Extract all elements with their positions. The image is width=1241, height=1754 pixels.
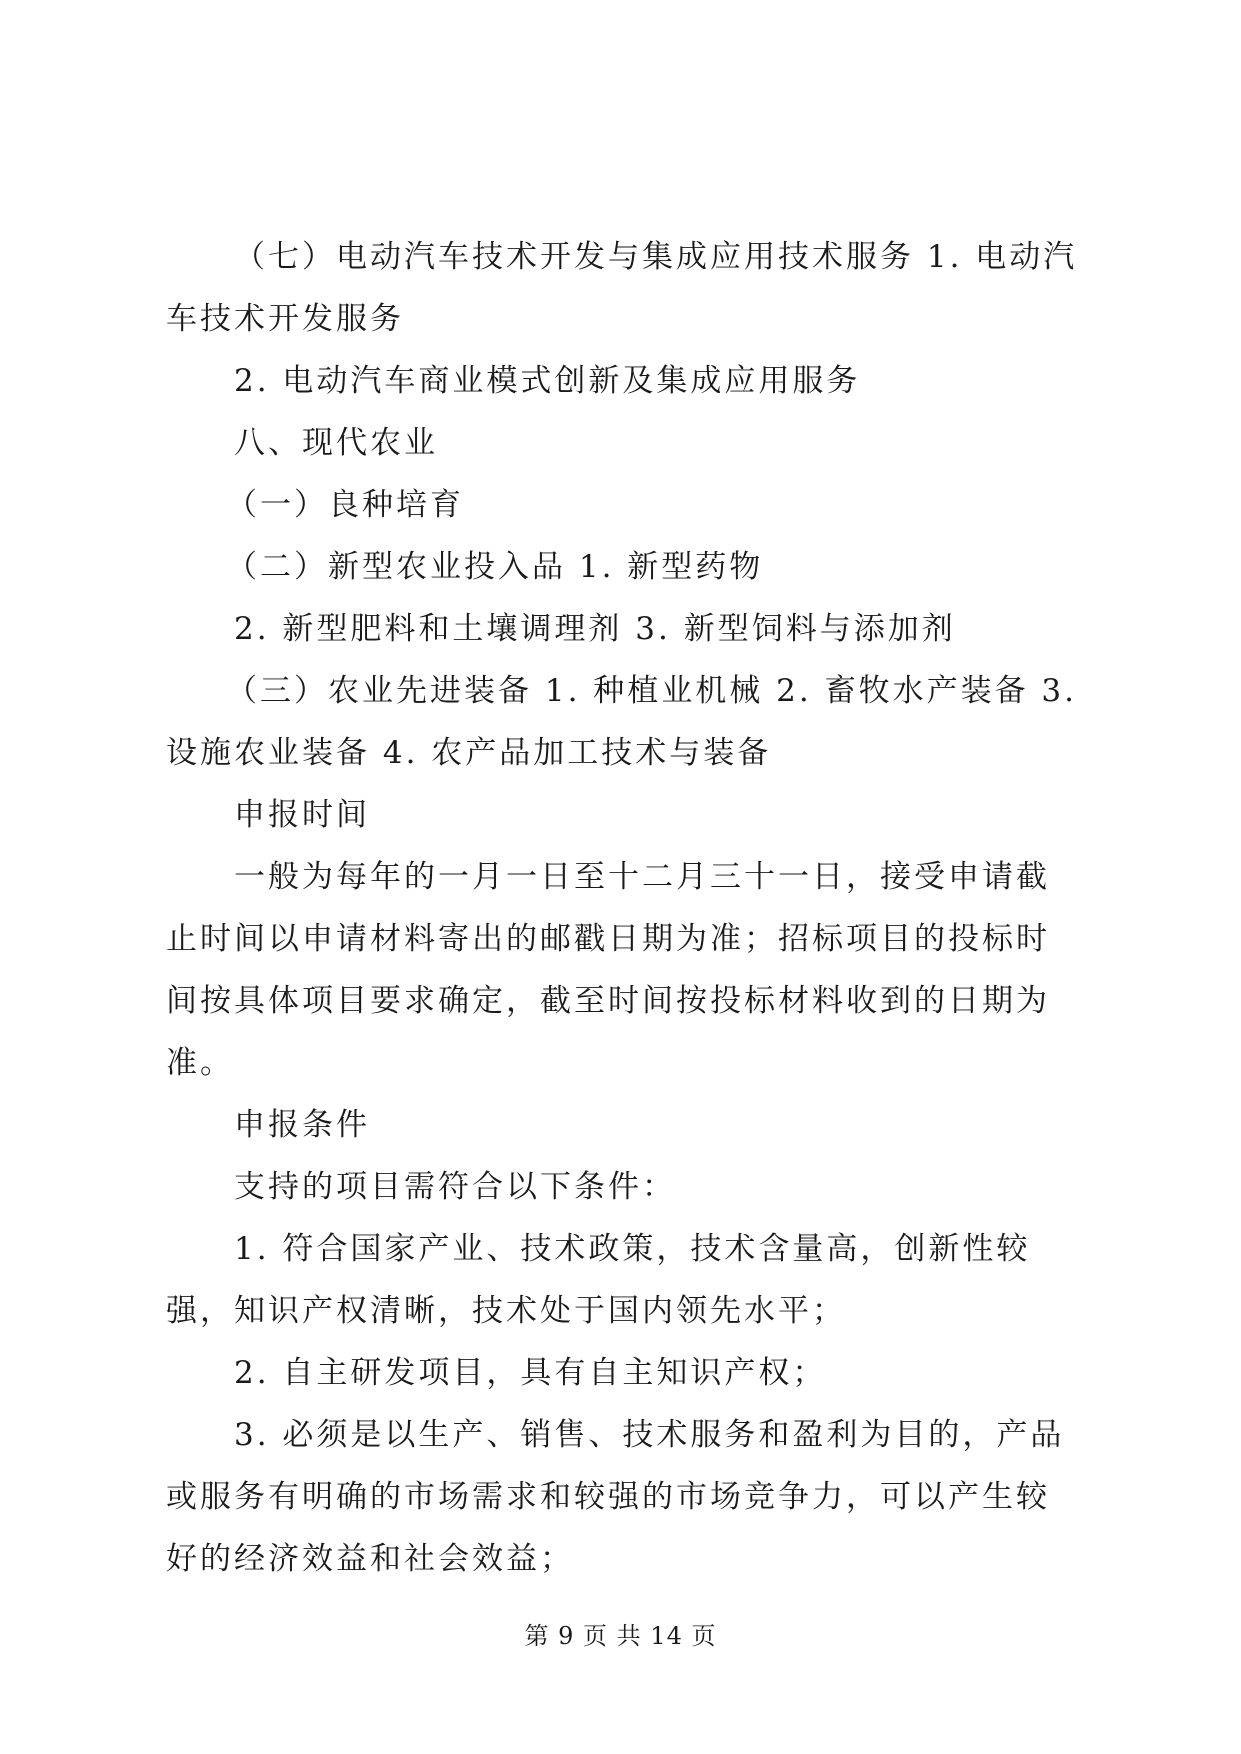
section-heading-modern-agriculture: 八、现代农业	[234, 425, 438, 461]
section-heading-application-time: 申报时间	[234, 797, 370, 833]
paragraph-seed-breeding: （一）良种培育	[226, 487, 464, 523]
paragraph-ev-tech-services: （七）电动汽车技术开发与集成应用技术服务 1. 电动汽车技术开发服务	[166, 239, 1078, 337]
paragraph-condition-2: 2. 自主研发项目，具有自主知识产权；	[234, 1355, 827, 1391]
paragraph-agri-inputs: （二）新型农业投入品 1. 新型药物	[226, 549, 764, 585]
paragraph-conditions-intro: 支持的项目需符合以下条件：	[234, 1169, 676, 1205]
paragraph-fertilizer-feed: 2. 新型肥料和土壤调理剂 3. 新型饲料与添加剂	[234, 611, 956, 647]
document-body	[166, 226, 1081, 1590]
paragraph-agri-equipment: （三）农业先进装备 1. 种植业机械 2. 畜牧水产装备 3. 设施农业装备 4. 农产品加工技术与装备	[166, 673, 1077, 771]
paragraph-ev-business-model: 2. 电动汽车商业模式创新及集成应用服务	[234, 363, 861, 399]
paragraph-application-time: 一般为每年的一月一日至十二月三十一日，接受申请截止时间以申请材料寄出的邮戳日期为准；招标项目的投标时间按具体项目要求确定，截至时间按投标材料收到的日期为准。	[166, 859, 1050, 1081]
section-heading-application-conditions: 申报条件	[234, 1107, 370, 1143]
paragraph-condition-3: 3. 必须是以生产、销售、技术服务和盈利为目的，产品或服务有明确的市场需求和较强的市场竞争力，可以产生较好的经济效益和社会效益；	[166, 1417, 1065, 1577]
paragraph-condition-1: 1. 符合国家产业、技术政策，技术含量高，创新性较强，知识产权清晰，技术处于国内领先水平；	[166, 1231, 1031, 1329]
page-number-footer: 第 9 页 共 14 页	[524, 1622, 717, 1650]
